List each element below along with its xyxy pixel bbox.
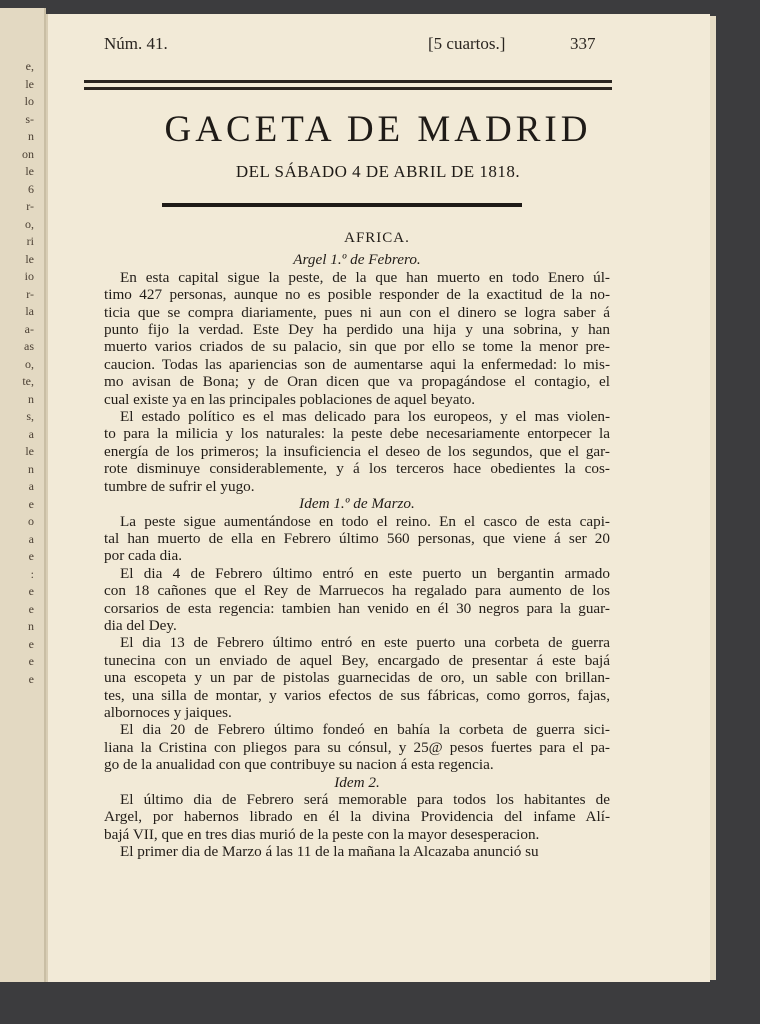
text-line: El primer dia de Marzo á las 11 de la mañana la Alcazaba anunció su: [120, 843, 539, 861]
text-line: caucion. Todas las apariencias son de aumentarse aqui la enfermedad: lo mis-: [104, 355, 610, 373]
text-line: mo avisan de Bona; y de Oran dicen que va propagándose el contagio, el: [104, 373, 610, 391]
text-line: con 18 cañones que el Rey de Marruecos ha regalado para aumento de los: [104, 582, 610, 600]
text-line: En esta capital sigue la peste, de la que han muerto en todo Enero úl-: [120, 268, 610, 286]
paragraph: [104, 791, 610, 843]
facing-page-fragment: e,: [25, 59, 34, 73]
facing-page-fragment: io: [24, 269, 34, 283]
paragraph: [104, 269, 610, 408]
paragraph: [104, 565, 610, 635]
text-line: tumbre de sufrir el yugo.: [104, 477, 255, 495]
facing-page-fragment: on: [22, 146, 34, 161]
text-line: liana la Cristina con pliegos para su cónsul, y 25@ pesos fuertes para el pa-: [104, 738, 610, 756]
facing-page-fragment: e: [28, 549, 34, 563]
facing-page-fragment: o,: [25, 356, 34, 371]
page-number: 337: [570, 34, 596, 53]
section-title: AFRICA.: [344, 230, 410, 246]
text-line: El último dia de Febrero será memorable para todos los habitantes de: [120, 791, 610, 808]
text-line: ticia que se compra diariamente, pues ni aun con el dinero se logra saber á: [104, 303, 610, 321]
facing-page-fragment: a: [28, 479, 34, 493]
paragraph: [104, 408, 610, 495]
text-line: go de la anualidad con que contribuye su nacion á esta regencia.: [104, 756, 494, 774]
paragraph: [104, 721, 610, 773]
facing-page-fragment: n: [28, 461, 34, 476]
facing-page-fragment: e: [28, 601, 34, 616]
text-line: El dia 4 de Febrero último entró en este puerto un bergantin armado: [120, 564, 610, 582]
facing-page-fragment: s,: [26, 409, 34, 423]
header-rule: [84, 80, 612, 88]
text-line: por cada dia.: [104, 547, 183, 565]
page-header: [58, 34, 618, 54]
facing-page-fragment: a-: [24, 321, 34, 336]
issue-number: Núm. 41.: [104, 34, 168, 53]
facing-page-fragment: r-: [26, 286, 34, 301]
facing-page-fragment: lo: [24, 94, 34, 108]
issue-price: [5 cuartos.]: [428, 34, 506, 53]
facing-page-fragment: n: [28, 619, 34, 633]
facing-page-fragment: s-: [25, 111, 34, 126]
facing-page-fragment: te,: [22, 374, 34, 388]
facing-page-fragment: a: [28, 531, 34, 546]
text-line: dia del Dey.: [104, 616, 177, 634]
masthead-rule: [162, 203, 522, 207]
text-line: El estado político es el mas delicado para los europeos, y el mas violen-: [120, 408, 610, 426]
facing-page-edge: [0, 8, 46, 982]
text-line: energía de los primeros; la insuficiencia el deseo de los segundos, que el gar-: [104, 442, 610, 460]
facing-page-fragment: le: [25, 76, 34, 91]
facing-page-fragment: r-: [26, 199, 34, 213]
facing-page-fragment: le: [25, 444, 34, 458]
text-line: albornoces y jaiques.: [104, 703, 232, 721]
text-line: El dia 13 de Febrero último entró en este puerto una corbeta de guerra: [120, 634, 610, 652]
facing-page-fragment: ri: [26, 234, 34, 248]
issue-date: DEL SÁBADO 4 DE ABRIL DE 1818.: [235, 162, 521, 181]
facing-page-fragment: e: [28, 671, 34, 686]
text-line: muerto varios criados de su palacio, sin que por ello se tome la menor pre-: [104, 338, 610, 356]
text-line: to para la milicia y los naturales: la peste debe necesariamente entorpecer la: [104, 425, 610, 443]
text-line: cual existe ya en las principales poblaciones de aquel beyato.: [104, 390, 476, 408]
header-rule-lower: [84, 88, 612, 90]
facing-page-fragment: e: [28, 584, 34, 598]
text-line: punto fijo la verdad. Este Dey ha perdido una hija y una sobrina, y han: [104, 321, 610, 339]
page-edge-shadow: [710, 16, 716, 980]
text-line: El dia 20 de Febrero último fondeó en bahía la corbeta de guerra sici-: [120, 721, 610, 739]
facing-page-fragment: le: [25, 251, 34, 266]
text-line: La peste sigue aumentándose en todo el reino. En el casco de esta capi-: [120, 512, 610, 530]
paragraph: [104, 634, 610, 721]
facing-page-fragment: o: [28, 514, 34, 528]
text-line: tal han muerto de ella en Febrero último 560 personas, que viene á ser 20: [104, 529, 610, 547]
article-dateline: Argel 1.º de Febrero.: [293, 251, 421, 269]
facing-page-fragment: :: [30, 566, 34, 581]
facing-page-fragment: e: [28, 654, 34, 668]
text-line: rote disminuye considerablemente, y á los terceros hace obedientes la cos-: [104, 460, 610, 478]
text-line: tunecina con un enviado de aquel Bey, encargado de presentar á este bajá: [104, 651, 610, 669]
text-line: Argel, por habernos librado en él la divina Providencia del infame Alí-: [104, 808, 610, 826]
text-line: bajá VII, que en tres dias murió de la peste con la mayor desesperacion.: [104, 825, 540, 843]
text-line: una escopeta y un par de pistolas guarnecidas de oro, un sable con brillan-: [104, 669, 610, 687]
facing-page-fragment: o,: [25, 216, 34, 231]
article-dateline: Idem 2.: [334, 773, 380, 791]
paragraph: [104, 843, 610, 860]
facing-page-fragment: n: [28, 391, 34, 406]
masthead-title: GACETA DE MADRID: [164, 109, 592, 150]
text-line: corsarios de esta regencia: tambien han venido en él 30 negros para la guar-: [104, 599, 610, 617]
facing-page-fragment: a: [28, 426, 34, 441]
facing-page-fragment: n: [28, 129, 34, 143]
text-line: timo 427 personas, aunque no es posible responder de la exactitud de la no-: [104, 286, 610, 304]
facing-page-fragment: as: [24, 339, 34, 353]
article-body: [104, 230, 610, 861]
paragraph: [104, 513, 610, 565]
article-dateline: Idem 1.º de Marzo.: [299, 495, 415, 513]
facing-page-fragment: 6: [28, 181, 34, 196]
text-line: tes, una silla de montar, y varios efectos de sus fábricas, como gorros, fajas,: [104, 686, 610, 704]
facing-page-fragment: la: [25, 304, 34, 318]
facing-page-fragment: le: [25, 164, 34, 178]
facing-page-fragment: e: [28, 636, 34, 651]
facing-page-fragment: e: [28, 496, 34, 511]
